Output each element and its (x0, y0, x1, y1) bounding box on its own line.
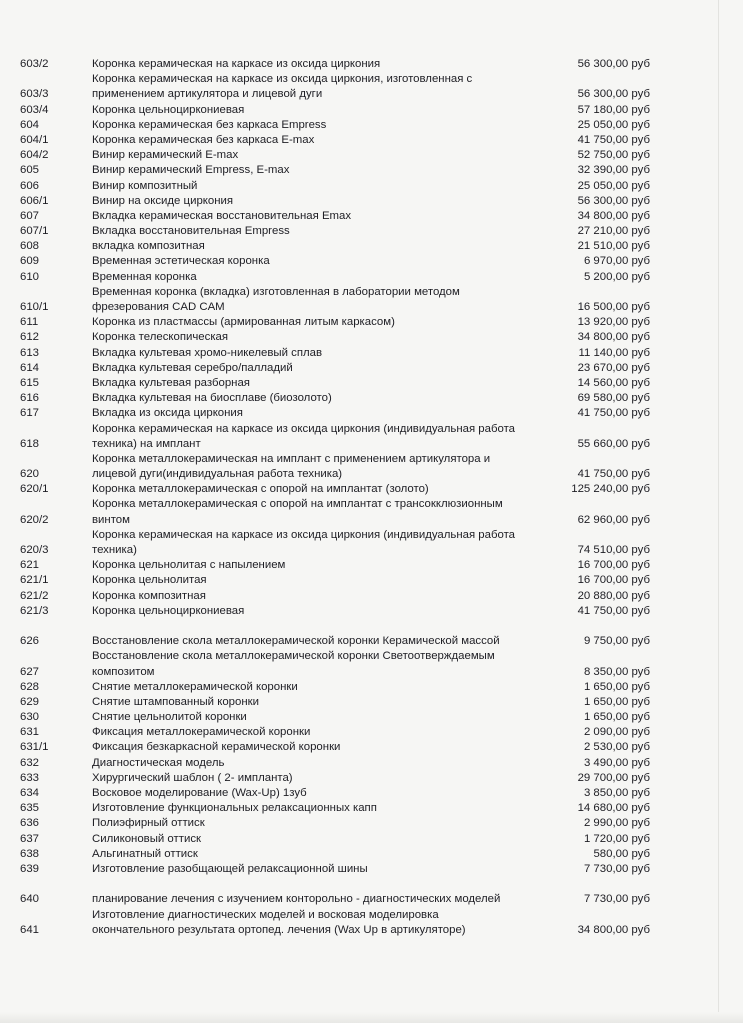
price-row-line (0, 892, 743, 907)
price-row (0, 179, 743, 194)
price-row-line (0, 604, 743, 619)
price-row-line (0, 832, 743, 847)
service-price: 7 730,00 руб (583, 862, 650, 875)
price-row (0, 315, 743, 330)
price-row-line (0, 300, 743, 315)
price-row-line (0, 771, 743, 786)
service-description: техника) на имплант (92, 437, 201, 450)
service-description: Снятие металлокерамической коронки (92, 680, 298, 693)
price-row (0, 816, 743, 831)
price-row-line (0, 422, 743, 437)
service-code: 611 (20, 316, 39, 329)
price-row-line (0, 786, 743, 801)
service-price: 1 650,00 руб (583, 695, 650, 708)
service-price: 41 750,00 руб (577, 407, 650, 420)
service-price: 580,00 руб (593, 847, 650, 860)
price-row-line (0, 756, 743, 771)
service-code: 633 (20, 771, 40, 784)
price-row-line (0, 285, 743, 300)
price-row (0, 330, 743, 345)
price-row-line (0, 908, 743, 923)
price-row (0, 72, 743, 102)
price-row (0, 285, 743, 315)
price-row (0, 497, 743, 527)
price-row (0, 406, 743, 421)
service-code: 605 (20, 164, 40, 177)
service-description: Временная коронка (92, 270, 197, 283)
service-description: Коронка металлокерамическая с опорой на имплантат (золото) (92, 483, 429, 496)
service-description: Силиконовый оттиск (92, 832, 201, 845)
service-description: Вкладка восстановительная Empress (92, 225, 290, 238)
price-row-line (0, 649, 743, 664)
service-code: 603/3 (20, 88, 49, 101)
price-row (0, 422, 743, 452)
service-price: 21 510,00 руб (577, 240, 650, 253)
service-price: 3 490,00 руб (583, 756, 650, 769)
service-description: Диагностическая модель (92, 756, 225, 769)
service-description: Винир на оксиде циркония (92, 194, 234, 207)
price-row-line (0, 847, 743, 862)
price-row-line (0, 695, 743, 710)
price-row-line (0, 376, 743, 391)
service-price: 2 530,00 руб (583, 741, 650, 754)
service-code: 621/2 (20, 589, 49, 602)
service-description: композитом (92, 665, 155, 678)
price-row (0, 573, 743, 588)
price-row-line (0, 179, 743, 194)
service-code: 610 (20, 270, 40, 283)
service-code: 614 (20, 361, 40, 374)
service-price: 1 650,00 руб (583, 711, 650, 724)
service-code: 621/3 (20, 604, 49, 617)
price-row (0, 695, 743, 710)
service-description: Вкладка керамическая восстановительная Emax (92, 209, 352, 222)
price-row-line (0, 391, 743, 406)
price-row-line (0, 543, 743, 558)
price-row-line (0, 87, 743, 102)
price-row (0, 725, 743, 740)
price-row-line (0, 148, 743, 163)
service-description: Восстановление скола металлокерамической коронки Керамической массой (92, 635, 500, 648)
service-price: 56 300,00 руб (577, 58, 650, 70)
price-row-line (0, 680, 743, 695)
service-code: 609 (20, 255, 40, 268)
price-row-line (0, 163, 743, 178)
service-description: Фиксация металлокерамической коронки (92, 726, 311, 739)
service-price: 55 660,00 руб (577, 437, 650, 450)
service-description: Винир керамический Empress, E-max (92, 164, 290, 177)
service-code: 636 (20, 817, 40, 830)
service-description: Коронка металлокерамическая с опорой на имплантат с трансокклюзионным (92, 498, 503, 511)
service-code: 610/1 (20, 301, 49, 313)
service-price: 41 750,00 руб (577, 468, 650, 481)
service-price: 2 990,00 руб (583, 817, 650, 830)
price-row-line (0, 57, 743, 72)
price-row (0, 649, 743, 679)
price-row (0, 103, 743, 118)
price-row-line (0, 573, 743, 588)
service-description: Вкладка культевая разборная (92, 376, 250, 389)
price-row-line (0, 482, 743, 497)
service-description: лицевой дуги(индивидуальная работа техника) (92, 468, 343, 481)
price-row (0, 254, 743, 269)
service-price: 69 580,00 руб (577, 392, 650, 405)
service-description: Коронка цельнолитая (92, 574, 207, 587)
price-row (0, 346, 743, 361)
service-price: 52 750,00 руб (577, 149, 650, 162)
service-price: 41 750,00 руб (577, 133, 650, 146)
service-code: 620/1 (20, 483, 49, 496)
service-description: Изготовление диагностических моделей и восковая моделировка (92, 908, 439, 921)
price-row (0, 376, 743, 391)
service-code: 628 (20, 680, 40, 693)
service-description: Вкладка культевая хромо-никелевый сплав (92, 346, 323, 359)
service-price: 13 920,00 руб (577, 316, 650, 329)
service-price: 16 500,00 руб (577, 301, 650, 313)
price-row (0, 133, 743, 148)
price-row (0, 118, 743, 133)
price-row (0, 163, 743, 178)
price-row (0, 634, 743, 649)
price-row (0, 361, 743, 376)
price-row (0, 862, 743, 877)
service-description: Снятие штампованный коронки (92, 695, 259, 708)
service-code: 621 (20, 559, 40, 572)
service-code: 618 (20, 437, 40, 450)
price-row (0, 680, 743, 695)
price-row-line (0, 862, 743, 877)
service-description: Коронка телескопическая (92, 331, 229, 344)
service-price: 56 300,00 руб (577, 88, 650, 101)
service-price: 5 200,00 руб (583, 270, 650, 283)
service-code: 607/1 (20, 225, 49, 238)
service-description: Коронка цельноциркониевая (92, 103, 245, 116)
price-row-line (0, 133, 743, 148)
price-row-line (0, 194, 743, 209)
price-row (0, 239, 743, 254)
service-code: 604 (20, 118, 40, 131)
service-code: 616 (20, 392, 40, 405)
service-code: 631 (20, 726, 40, 739)
service-code: 626 (20, 635, 40, 648)
service-price: 14 560,00 руб (577, 376, 650, 389)
price-row (0, 892, 743, 907)
service-code: 635 (20, 802, 40, 815)
service-description: Изготовление функциональных релаксационных капп (92, 802, 377, 815)
price-row-line (0, 103, 743, 118)
price-row-line (0, 118, 743, 133)
service-description: Коронка керамическая на каркасе из оксида циркония (92, 58, 381, 70)
service-description: Коронка композитная (92, 589, 206, 602)
service-price: 29 700,00 руб (577, 771, 650, 784)
price-row-line (0, 254, 743, 269)
service-description: Полиэфирный оттиск (92, 817, 205, 830)
price-row (0, 209, 743, 224)
service-price: 11 140,00 руб (578, 346, 650, 359)
service-price: 25 050,00 руб (577, 118, 650, 131)
service-price: 32 390,00 руб (577, 164, 650, 177)
service-price: 25 050,00 руб (577, 179, 650, 192)
price-row (0, 224, 743, 239)
service-description: применением артикулятора и лицевой дуги (92, 88, 323, 101)
section-gap (0, 619, 743, 634)
service-code: 620 (20, 468, 40, 481)
service-code: 631/1 (20, 741, 49, 754)
service-description: техника) (92, 544, 137, 556)
price-row-line (0, 923, 743, 938)
price-row (0, 528, 743, 558)
service-description: фрезерования CAD CAM (92, 301, 225, 313)
price-row-line (0, 72, 743, 87)
service-price: 125 240,00 руб (571, 483, 650, 496)
price-row (0, 558, 743, 573)
service-price: 3 850,00 руб (583, 787, 650, 799)
service-description: Коронка керамическая на каркасе из оксида циркония, изготовленная с (92, 73, 473, 86)
service-description: Альгинатный оттиск (92, 847, 198, 860)
price-row (0, 801, 743, 816)
price-row (0, 847, 743, 862)
service-description: Снятие цельнолитой коронки (92, 711, 247, 724)
service-description: Вкладка культевая на биосплаве (биозолото) (92, 392, 332, 405)
price-row (0, 710, 743, 725)
service-description: Временная эстетическая коронка (92, 255, 270, 268)
service-description: Коронка керамическая на каркасе из оксида циркония (индивидуальная работа (92, 422, 516, 435)
price-row-line (0, 634, 743, 649)
service-price: 16 700,00 руб (577, 559, 650, 572)
service-code: 621/1 (20, 574, 49, 587)
service-price: 16 700,00 руб (577, 574, 650, 587)
service-description: Хирургический шаблон ( 2- импланта) (92, 771, 293, 784)
price-row-line (0, 270, 743, 285)
service-code: 603/2 (20, 58, 49, 70)
service-price: 56 300,00 руб (577, 194, 650, 207)
service-price: 14 680,00 руб (577, 802, 650, 815)
price-row-line (0, 740, 743, 755)
service-code: 604/2 (20, 149, 49, 162)
service-price: 1 720,00 руб (583, 832, 650, 845)
service-code: 606 (20, 179, 40, 192)
service-description: Коронка керамическая без каркаса Empress (92, 118, 327, 131)
service-description: окончательного результата ортопед. лечения (Wax Up в артикуляторе) (92, 923, 466, 936)
price-row (0, 832, 743, 847)
price-row (0, 391, 743, 406)
service-price: 8 350,00 руб (583, 665, 650, 678)
service-description: винтом (92, 513, 130, 526)
price-row-line (0, 497, 743, 512)
price-row-line (0, 224, 743, 239)
service-description: Изготовление разобщающей релаксационной шины (92, 862, 368, 875)
service-description: Коронка металлокерамическая на имплант с применением артикулятора и (92, 452, 491, 465)
service-price: 2 090,00 руб (583, 726, 650, 739)
service-price: 7 730,00 руб (583, 893, 650, 906)
service-price: 57 180,00 руб (577, 103, 650, 116)
service-code: 603/4 (20, 103, 49, 116)
price-row-line (0, 209, 743, 224)
price-row-line (0, 528, 743, 543)
price-row-line (0, 816, 743, 831)
service-price: 27 210,00 руб (577, 225, 650, 238)
service-price: 74 510,00 руб (577, 544, 650, 556)
price-row (0, 771, 743, 786)
price-row (0, 589, 743, 604)
price-row-line (0, 589, 743, 604)
service-description: Фиксация безкаркасной керамической коронки (92, 741, 341, 754)
service-code: 607 (20, 209, 40, 222)
service-code: 637 (20, 832, 40, 845)
service-code: 617 (20, 407, 40, 420)
price-row (0, 452, 743, 482)
service-code: 641 (20, 923, 40, 936)
service-code: 634 (20, 787, 40, 799)
service-description: Временная коронка (вкладка) изготовленная в лаборатории методом (92, 285, 460, 298)
service-code: 606/1 (20, 194, 49, 207)
service-code: 627 (20, 665, 40, 678)
price-row (0, 57, 743, 72)
service-code: 630 (20, 711, 40, 724)
service-description: Винир керамический E-max (92, 149, 239, 162)
price-row-line (0, 330, 743, 345)
service-description: Коронка керамическая на каркасе из оксида циркония (индивидуальная работа (92, 528, 516, 541)
price-row-line (0, 239, 743, 254)
price-row (0, 604, 743, 619)
service-description: Коронка из пластмассы (армированная литым каркасом) (92, 316, 395, 329)
service-price: 62 960,00 руб (577, 513, 650, 526)
price-row-line (0, 710, 743, 725)
service-price: 23 670,00 руб (577, 361, 650, 374)
service-code: 613 (20, 346, 40, 359)
service-code: 620/2 (20, 513, 49, 526)
service-code: 640 (20, 893, 40, 906)
service-code: 615 (20, 376, 40, 389)
service-description: Коронка керамическая без каркаса E-max (92, 133, 315, 146)
price-row-line (0, 725, 743, 740)
service-code: 604/1 (20, 133, 49, 146)
price-row-line (0, 452, 743, 467)
service-description: Коронка цельнолитая с напылением (92, 559, 286, 572)
service-code: 629 (20, 695, 40, 708)
price-row (0, 756, 743, 771)
price-row-line (0, 801, 743, 816)
price-row-line (0, 513, 743, 528)
price-row-line (0, 315, 743, 330)
service-description: Коронка цельноциркониевая (92, 604, 245, 617)
price-row-line (0, 361, 743, 376)
price-row (0, 482, 743, 497)
section-gap (0, 877, 743, 892)
price-row (0, 270, 743, 285)
service-description: Восковое моделирование (Wax-Up) 1зуб (92, 787, 307, 799)
page-bottom-shadow (0, 1012, 743, 1023)
service-description: планирование лечения с изучением конторольно - диагностических моделей (92, 893, 501, 906)
price-row-line (0, 437, 743, 452)
service-price: 34 800,00 руб (577, 923, 650, 936)
service-price: 34 800,00 руб (577, 331, 650, 344)
service-price: 34 800,00 руб (577, 209, 650, 222)
price-row-line (0, 665, 743, 680)
service-code: 608 (20, 240, 40, 253)
service-description: Винир композитный (92, 179, 198, 192)
service-description: Восстановление скола металлокерамической коронки Светоотверждаемым (92, 650, 495, 663)
price-row-line (0, 558, 743, 573)
price-row (0, 908, 743, 938)
service-description: вкладка композитная (92, 240, 205, 253)
price-row (0, 194, 743, 209)
price-list (0, 57, 743, 938)
service-code: 612 (20, 331, 40, 344)
service-price: 41 750,00 руб (577, 604, 650, 617)
service-code: 639 (20, 862, 40, 875)
price-row (0, 148, 743, 163)
price-row-line (0, 406, 743, 421)
price-row (0, 786, 743, 801)
service-price: 6 970,00 руб (583, 255, 650, 268)
service-description: Вкладка из оксида циркония (92, 407, 243, 420)
service-code: 632 (20, 756, 40, 769)
service-code: 638 (20, 847, 40, 860)
price-row (0, 740, 743, 755)
service-code: 620/3 (20, 544, 49, 556)
service-description: Вкладка культевая серебро/палладий (92, 361, 293, 374)
price-row-line (0, 467, 743, 482)
service-price: 20 880,00 руб (577, 589, 650, 602)
service-price: 1 650,00 руб (583, 680, 650, 693)
service-price: 9 750,00 руб (583, 635, 650, 648)
price-row-line (0, 346, 743, 361)
